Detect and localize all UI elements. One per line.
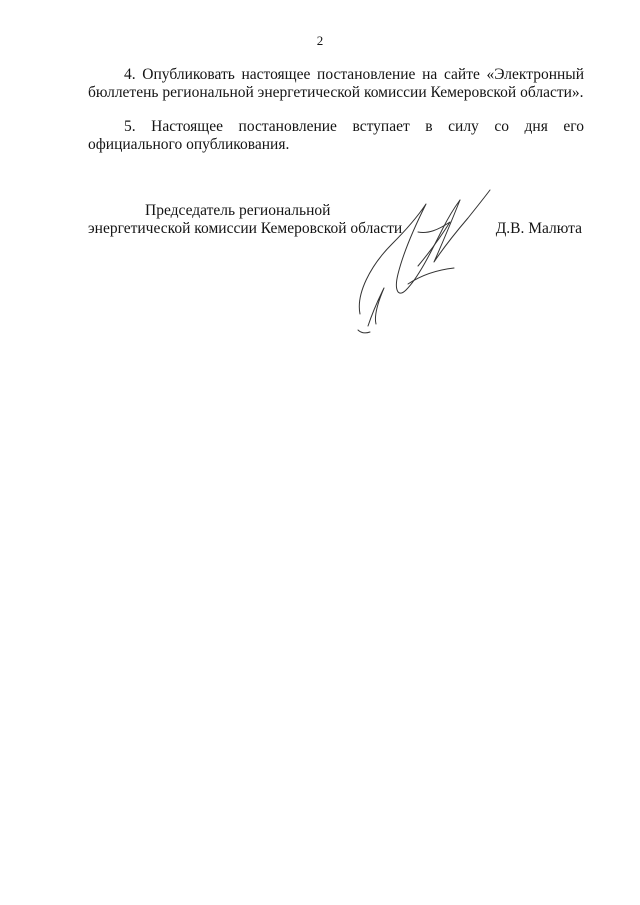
- signature-block: [88, 202, 584, 352]
- paragraph-item-5: 5. Настоящее постановление вступает в силу со дня его официального опубликования.: [88, 118, 584, 153]
- signer-name: Д.В. Малюта: [495, 220, 582, 237]
- handwritten-signature-icon: [356, 174, 526, 344]
- signer-title-line-1: Председатель региональной: [145, 202, 331, 219]
- paragraph-item-4: 4. Опубликовать настоящее постановление на сайте «Электронный бюллетень региональной энергетической комиссии Кемеровской области».: [88, 66, 584, 101]
- signer-title-line-2: энергетической комиссии Кемеровской области: [88, 220, 403, 237]
- page-number: 2: [316, 33, 324, 48]
